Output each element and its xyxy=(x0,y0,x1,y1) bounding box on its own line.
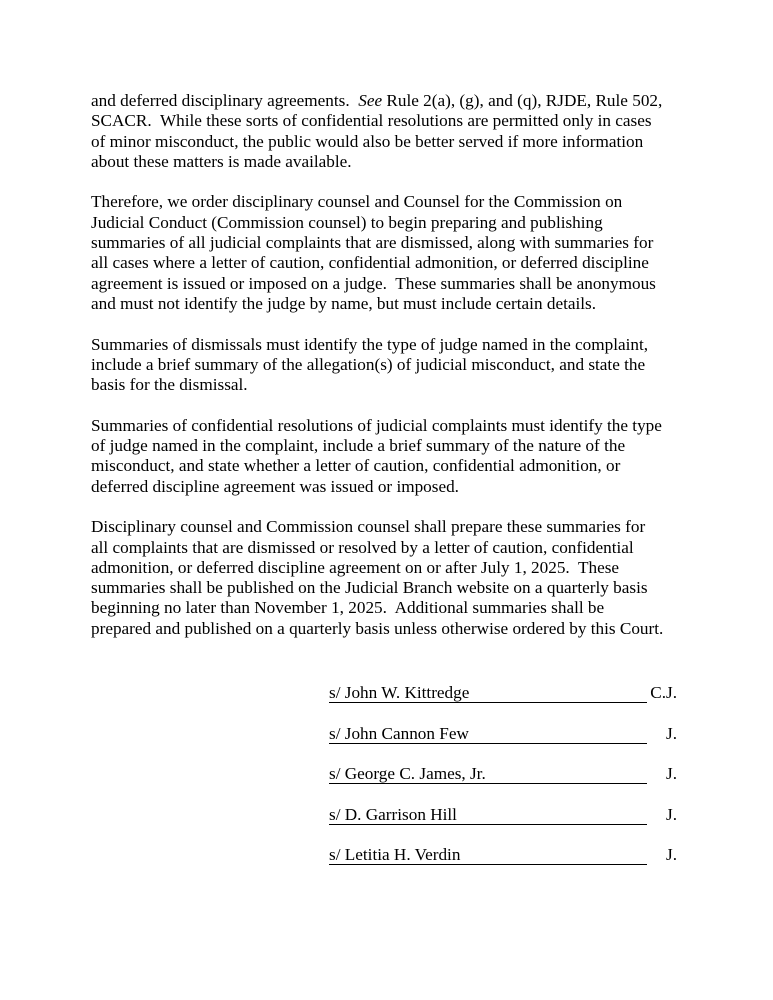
text-run: deferred discipline agreement was issued or imposed. xyxy=(91,476,459,496)
text-run: Therefore, we order disciplinary counsel and Counsel for the Commission on xyxy=(91,192,623,212)
text-run: Summaries of dismissals must identify the type of judge named in the complaint, xyxy=(91,334,649,354)
text-run: beginning no later than November 1, 2025. Additional summaries shall be xyxy=(91,598,605,618)
text-run: and deferred disciplinary agreements. xyxy=(91,91,359,110)
text-line xyxy=(91,477,691,497)
text-line xyxy=(91,619,691,639)
text-line xyxy=(91,355,691,375)
signature-title: C.J. xyxy=(650,683,677,702)
text-line xyxy=(91,578,691,598)
text-run: all complaints that are dismissed or resolved by a letter of caution, confidential xyxy=(91,537,634,557)
paragraph xyxy=(91,416,691,497)
text-run: Disciplinary counsel and Commission counsel shall prepare these summaries for xyxy=(91,517,646,537)
text-line xyxy=(91,558,691,578)
text-line xyxy=(91,436,691,456)
signature-name: s/ Letitia H. Verdin xyxy=(329,845,647,865)
signature-row xyxy=(329,683,679,724)
text-run: misconduct, and state whether a letter of caution, confidential admonition, or xyxy=(91,456,621,476)
signature-row xyxy=(329,845,679,886)
text-line xyxy=(91,538,691,558)
text-line xyxy=(91,132,691,152)
text-run: summaries shall be published on the Judicial Branch website on a quarterly basis xyxy=(91,578,648,598)
signature-title: J. xyxy=(666,845,677,864)
text-line xyxy=(91,111,691,131)
signature-block xyxy=(329,683,679,886)
signature-row xyxy=(329,805,679,846)
signature-title: J. xyxy=(666,723,677,743)
text-run: agreement is issued or imposed on a judge. These summaries shall be anonymous xyxy=(91,273,656,293)
text-line xyxy=(91,517,691,537)
text-run: and must not identify the judge by name, but must include certain details. xyxy=(91,293,597,313)
text-run: SCACR. While these sorts of confidential resolutions are permitted only in cases xyxy=(91,111,652,131)
text-line xyxy=(91,152,691,172)
text-run: of judge named in the complaint, include a brief summary of the nature of the xyxy=(91,436,626,456)
signature-title: J. xyxy=(666,764,677,783)
text-run: of minor misconduct, the public would also be better served if more information xyxy=(91,131,644,151)
text-line xyxy=(91,335,691,355)
paragraph xyxy=(91,335,691,396)
text-run: prepared and published on a quarterly basis unless otherwise ordered by this Court. xyxy=(91,618,664,638)
text-run: Summaries of confidential resolutions of judicial complaints must identify the type xyxy=(91,415,662,435)
order-body xyxy=(91,91,691,659)
text-line xyxy=(91,91,691,111)
text-line xyxy=(91,253,691,273)
signature-name: s/ George C. James, Jr. xyxy=(329,764,647,784)
text-run: admonition, or deferred discipline agreement on or after July 1, 2025. These xyxy=(91,557,620,577)
italic-text: See xyxy=(358,91,383,110)
text-line xyxy=(91,213,691,233)
text-run: Judicial Conduct (Commission counsel) to begin preparing and publishing xyxy=(91,212,603,232)
text-run: summaries of all judicial complaints that are dismissed, along with summaries for xyxy=(91,233,654,253)
text-run: Rule 2(a), (g), and (q), RJDE, Rule 502, xyxy=(382,91,663,110)
text-line xyxy=(91,274,691,294)
signature-name: s/ D. Garrison Hill xyxy=(329,805,647,825)
paragraph xyxy=(91,517,691,639)
text-line xyxy=(91,294,691,314)
signature-name: s/ John W. Kittredge xyxy=(329,683,647,703)
text-run: all cases where a letter of caution, confidential admonition, or deferred discipline xyxy=(91,253,649,273)
signature-title: J. xyxy=(666,804,677,824)
text-line xyxy=(91,416,691,436)
text-line xyxy=(91,192,691,212)
signature-name: s/ John Cannon Few xyxy=(329,724,647,744)
text-line xyxy=(91,233,691,253)
paragraph xyxy=(91,91,691,172)
text-line xyxy=(91,598,691,618)
text-run: include a brief summary of the allegation(s) of judicial misconduct, and state the xyxy=(91,354,646,374)
signature-row xyxy=(329,764,679,805)
text-line xyxy=(91,456,691,476)
text-run: about these matters is made available. xyxy=(91,151,352,171)
text-line xyxy=(91,375,691,395)
paragraph xyxy=(91,192,691,314)
signature-row xyxy=(329,724,679,765)
text-run: basis for the dismissal. xyxy=(91,375,248,395)
